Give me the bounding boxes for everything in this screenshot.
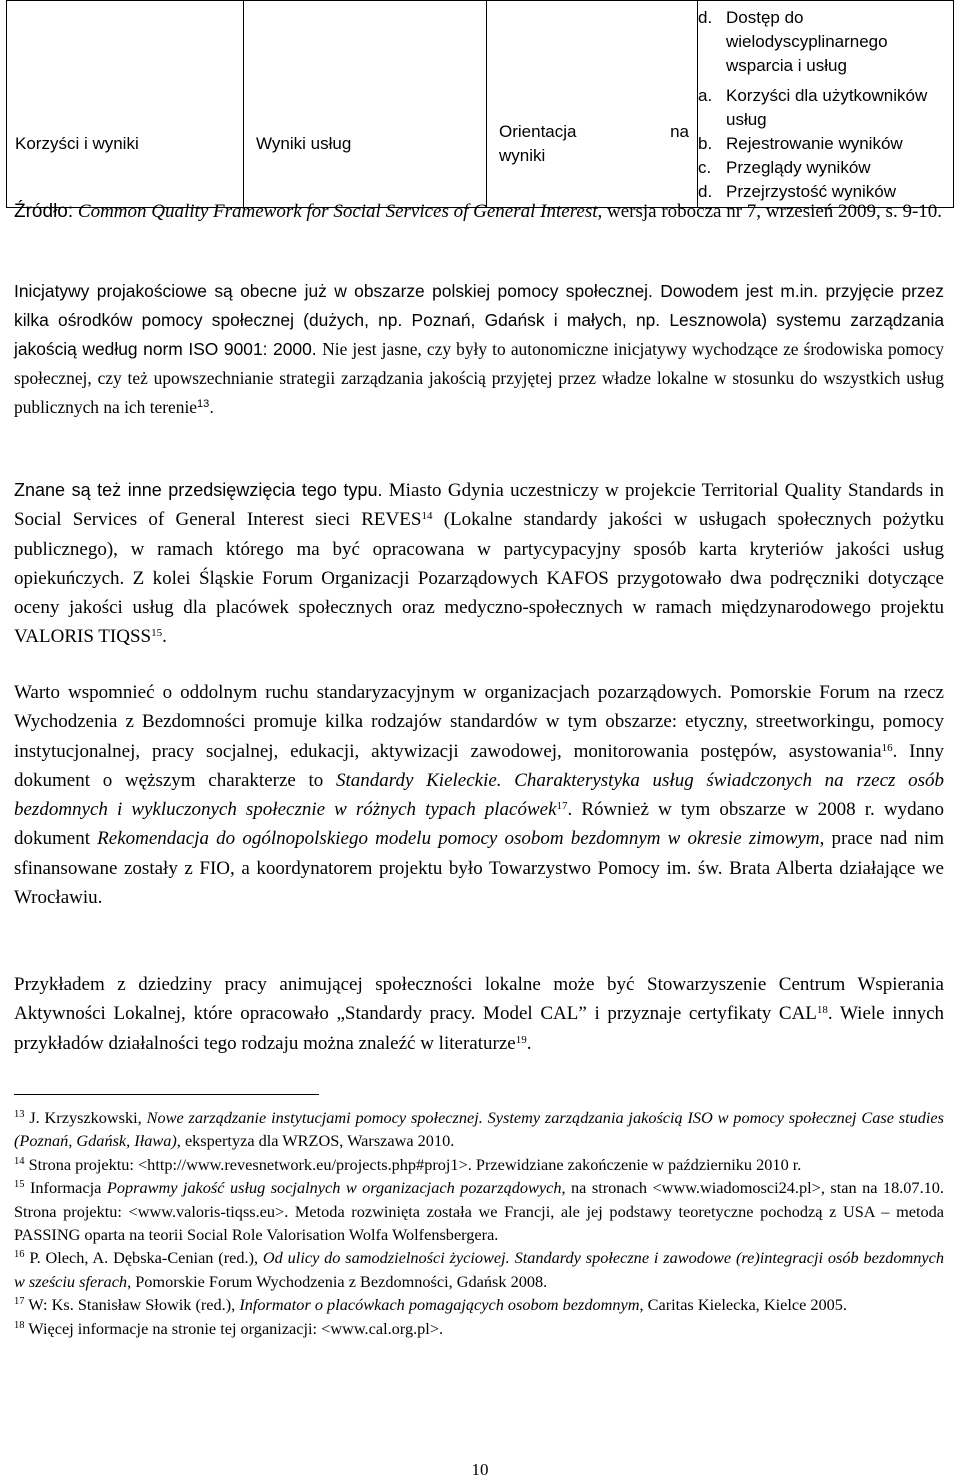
quality-table-fragment: [6, 0, 954, 208]
paragraph-cal-example: Przykładem z dziedziny pracy animującej społeczności lokalne może być Stowarzyszenie Centrum Wspierania Aktywności Lokalnej, które opracowało „Standardy pracy. Model CAL” i przyznaje certyfikaty CAL$^{18}$. Wiele innych przykładów działalności tego rodzaju można znaleźć w literaturze$^{19}$.: [14, 974, 945, 1054]
footnote-ref[interactable]: 18: [816, 1004, 828, 1017]
table-source-note: Źródło: Common Quality Framework for Social Services of General Interest, wersja robocza nr 7, wrzesień 2009, s. 9-10.: [14, 201, 943, 222]
footnote-15: $^{15}$ Informacja Poprawmy jakość usług socjalnych w organizacjach pozarządowych, na stronach <www.wiadomosci24.pl>, stan na 18.07.10. Strona projektu: <www.valoris-tiqss.eu>. Metoda rozwinięta została we Francji, ale jej podstawy teoretyczne pochodzą z USA – metoda PASSING oparta na teorii Social Role Valorisation Wolfa Wolfensbergera.: [14, 1178, 944, 1245]
table-row: [7, 81, 954, 208]
table-cell-orientation: Orientacja na wyniki: [487, 81, 698, 208]
footnote-ref[interactable]: 14: [421, 510, 433, 523]
footnote-ref[interactable]: 17: [556, 800, 568, 813]
list-item: d. Przejrzystość wyników: [698, 182, 897, 201]
paragraph-iso-initiatives: Inicjatywy projakościowe są obecne już w obszarze polskiej pomocy społecznej. Dowodem jest m.in. przyjęcie przez kilka ośrodków pomocy społecznej (dużych, np. Poznań, Gdańsk i małych, np. Lesznowola) systemu zarządzania jakością według norm ISO 9001: 2000. Nie jest jasne, czy były to autonomiczne inicjatywy wychodzące ze środowiska pomocy społecznej, czy też upowszechnianie strategii zarządzania jakością przyjętej przez władze lokalne w stosunku do wszystkich usług publicznych na ich terenie$^{13}$.: [14, 281, 944, 417]
criteria-list: [698, 84, 949, 204]
page-number: 10: [471, 1460, 489, 1479]
table-cell-category: Korzyści i wyniki: [7, 81, 244, 208]
list-item: b. Rejestrowanie wyników: [698, 134, 903, 153]
footnote-ref[interactable]: 15: [151, 627, 163, 640]
list-item: a. Korzyści dla użytkowników usług: [698, 86, 928, 129]
table-cell-subcategory: Wyniki usług: [244, 81, 487, 208]
criteria-list-top: [698, 6, 949, 78]
footnote-13: $^{13}$ J. Krzyszkowski, Nowe zarządzanie instytucjami pomocy społecznej. Systemy zarządzania jakością ISO w pomocy społecznej Case studies (Poznań, Gdańsk, Iława), ekspertyza dla WRZOS, Warszawa 2010.: [14, 1108, 944, 1151]
footnote-separator: [14, 1094, 319, 1095]
paragraph-ngo-standards: Warto wspomnieć o oddolnym ruchu standaryzacyjnym w organizacjach pozarządowych. Pomorskie Forum na rzecz Wychodzenia z Bezdomności promuje kilka rodzajów standardów w tym obszarze: etyczny, streetworkingu, pomocy instytucjonalnej, pracy socjalnej, edukacji, aktywizacji zawodowej, monitorowania postępów, asystowania$^{16}$. Inny dokument o węższym charakterze to Standardy Kieleckie. Charakterystyka usług świadczonych na rzecz osób bezdomnych i wykluczonych społecznie w różnych typach placówek$^{17}$. Również w tym obszarze w 2008 r. wydano dokument Rekomendacja do ogólnopolskiego modelu pomocy osobom bezdomnym w okresie zimowym, prace nad nim sfinansowane zostały z FIO, a koordynatorem projektu było Towarzystwo Pomocy im. św. Brata Alberta działające we Wrocławiu.: [14, 682, 945, 909]
list-item: c. Przeglądy wyników: [698, 158, 871, 177]
list-item: d. Dostęp do wielodyscyplinarnego wsparcia i usług: [698, 8, 888, 75]
footnote-18: $^{18}$ Więcej informacje na stronie tej organizacji: <www.cal.org.pl>.: [14, 1318, 444, 1338]
footnote-17: $^{17}$ W: Ks. Stanisław Słowik (red.), Informator o placówkach pomagających osobom bezdomnym, Caritas Kielecka, Kielce 2005.: [14, 1295, 848, 1315]
table-row: [7, 1, 954, 82]
footnote-16: $^{16}$ P. Olech, A. Dębska-Cenian (red.), Od ulicy do samodzielności życiowej. Standardy społeczne i zawodowe (re)integracji osób bezdomnych w sześciu sferach, Pomorskie Forum Wychodzenia z Bezdomności, Gdańsk 2008.: [14, 1248, 944, 1291]
table-cell-criteria: [698, 81, 954, 208]
footnote-ref[interactable]: 13: [197, 398, 210, 410]
footnote-ref[interactable]: 16: [881, 741, 893, 754]
paragraph-other-projects: Znane są też inne przedsięwzięcia tego typu. Miasto Gdynia uczestniczy w projekcie Territorial Quality Standards in Social Services of General Interest sieci REVES$^{14}$ (Lokalne standardy jakości w usługach społecznych pożytku publicznego), w ramach którego ma być opracowana w partycypacyjny sposób karta kryteriów jakości usług opiekuńczych. Z kolei Śląskie Forum Organizacji Pozarządowych KAFOS przygotowało dwa podręczniki dotyczące oceny jakości usług dla placówek społecznych oraz medyczno-społecznych w ramach międzynarodowego projektu VALORIS TIQSS$^{15}$.: [14, 480, 945, 648]
footnotes: [14, 1106, 944, 1340]
footnote-ref[interactable]: 19: [515, 1033, 527, 1046]
footnote-14: $^{14}$ Strona projektu: <http://www.revesnetwork.eu/projects.php#proj1>. Przewidziane zakończenie w październiku 2010 r.: [14, 1154, 802, 1174]
